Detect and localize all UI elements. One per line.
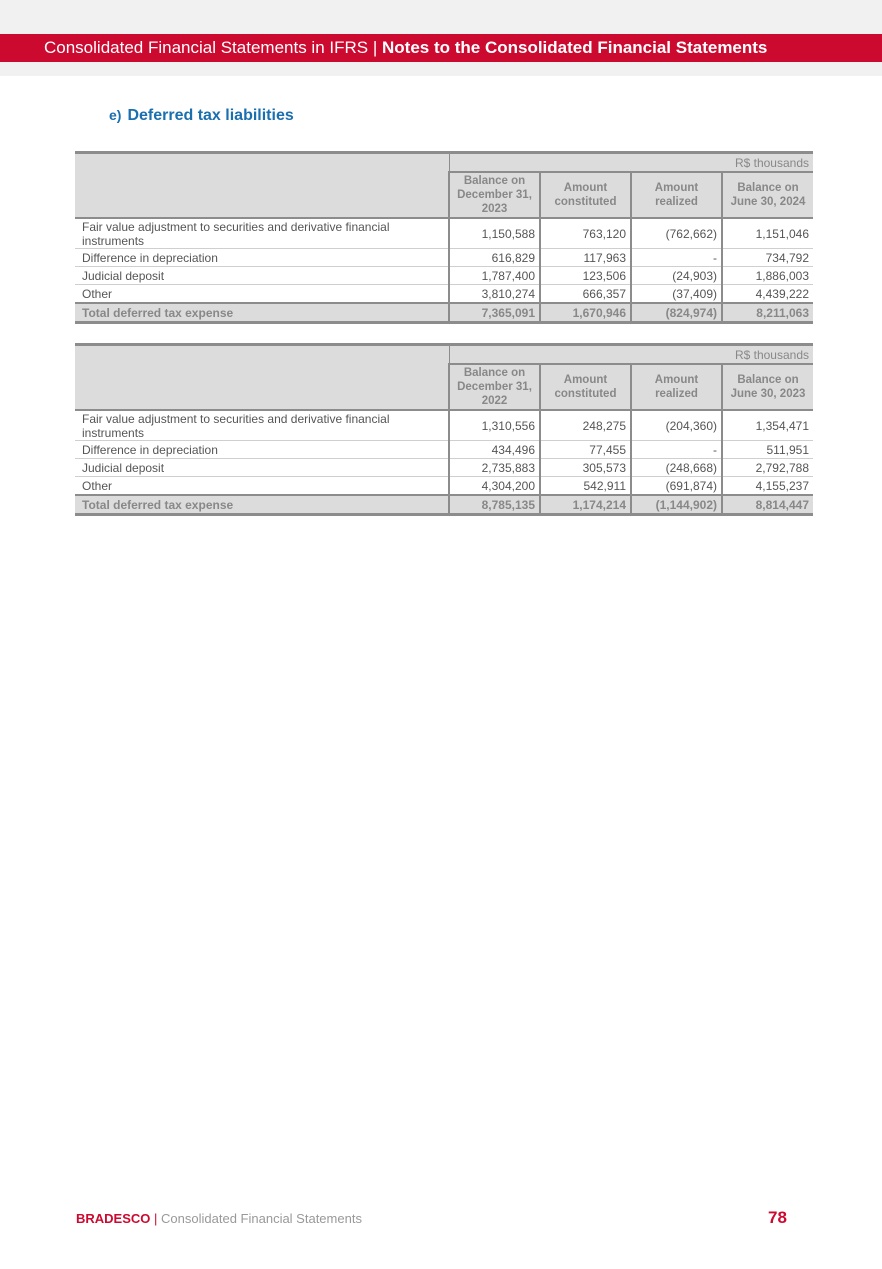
page-footer <box>76 1211 362 1226</box>
cell-value: 1,787,400 <box>449 267 540 285</box>
table-row <box>75 218 813 249</box>
row-label: Fair value adjustment to securities and derivative financial instruments <box>75 410 449 441</box>
brand-name: BRADESCO <box>76 1211 151 1226</box>
cell-value: 3,810,274 <box>449 285 540 304</box>
cell-value: (204,360) <box>631 410 722 441</box>
column-header: Balance on June 30, 2023 <box>722 364 813 410</box>
cell-value: 77,455 <box>540 441 631 459</box>
total-label: Total deferred tax expense <box>75 303 449 323</box>
cell-value: 616,829 <box>449 249 540 267</box>
sub-band <box>0 62 882 76</box>
cell-value: 763,120 <box>540 218 631 249</box>
header-separator: | <box>372 38 378 57</box>
cell-value: 734,792 <box>722 249 813 267</box>
page-header <box>0 34 882 62</box>
cell-value: 123,506 <box>540 267 631 285</box>
row-label: Other <box>75 285 449 304</box>
header-chapter-title: Notes to the Consolidated Financial Statements <box>382 38 768 57</box>
table-row <box>75 249 813 267</box>
cell-value: 2,792,788 <box>722 459 813 477</box>
cell-value: 2,735,883 <box>449 459 540 477</box>
cell-value: (691,874) <box>631 477 722 496</box>
table-row <box>75 459 813 477</box>
cell-value: 1,310,556 <box>449 410 540 441</box>
cell-value: (37,409) <box>631 285 722 304</box>
cell-value: 117,963 <box>540 249 631 267</box>
total-row <box>75 495 813 515</box>
cell-value: 4,304,200 <box>449 477 540 496</box>
cell-value: 511,951 <box>722 441 813 459</box>
row-label: Fair value adjustment to securities and derivative financial instruments <box>75 218 449 249</box>
column-header: Amount realized <box>631 172 722 218</box>
section-letter: e) <box>109 107 122 123</box>
total-value: 1,174,214 <box>540 495 631 515</box>
total-value: 7,365,091 <box>449 303 540 323</box>
column-header: Amount constituted <box>540 172 631 218</box>
table-row <box>75 267 813 285</box>
table-row <box>75 410 813 441</box>
column-header: Balance on December 31, 2023 <box>449 172 540 218</box>
cell-value: 542,911 <box>540 477 631 496</box>
column-header: Balance on December 31, 2022 <box>449 364 540 410</box>
unit-label: R$ thousands <box>449 345 813 365</box>
section-heading <box>109 107 294 125</box>
total-value: 8,814,447 <box>722 495 813 515</box>
page-number: 78 <box>768 1208 787 1227</box>
total-label: Total deferred tax expense <box>75 495 449 515</box>
total-value: 1,670,946 <box>540 303 631 323</box>
column-header: Amount realized <box>631 364 722 410</box>
header-section-title: Consolidated Financial Statements in IFRS <box>44 38 369 57</box>
cell-value: 305,573 <box>540 459 631 477</box>
cell-value: 1,886,003 <box>722 267 813 285</box>
cell-value: (248,668) <box>631 459 722 477</box>
deferred-tax-table-2023 <box>75 343 813 516</box>
table-corner <box>75 345 449 411</box>
table-row <box>75 285 813 304</box>
cell-value: 1,354,471 <box>722 410 813 441</box>
cell-value: 1,150,588 <box>449 218 540 249</box>
column-header: Amount constituted <box>540 364 631 410</box>
row-label: Other <box>75 477 449 496</box>
row-label: Judicial deposit <box>75 459 449 477</box>
table-row <box>75 441 813 459</box>
deferred-tax-table-2024 <box>75 151 813 324</box>
cell-value: (762,662) <box>631 218 722 249</box>
cell-value: (24,903) <box>631 267 722 285</box>
footer-separator: | <box>154 1211 158 1226</box>
total-row <box>75 303 813 323</box>
footer-title: Consolidated Financial Statements <box>161 1211 362 1226</box>
cell-value: 4,155,237 <box>722 477 813 496</box>
total-value: (1,144,902) <box>631 495 722 515</box>
cell-value: 1,151,046 <box>722 218 813 249</box>
unit-label: R$ thousands <box>449 153 813 173</box>
column-header: Balance on June 30, 2024 <box>722 172 813 218</box>
cell-value: 4,439,222 <box>722 285 813 304</box>
cell-value: 434,496 <box>449 441 540 459</box>
row-label: Judicial deposit <box>75 267 449 285</box>
row-label: Difference in depreciation <box>75 249 449 267</box>
cell-value: - <box>631 441 722 459</box>
row-label: Difference in depreciation <box>75 441 449 459</box>
cell-value: 666,357 <box>540 285 631 304</box>
top-band <box>0 0 882 34</box>
cell-value: - <box>631 249 722 267</box>
section-title: Deferred tax liabilities <box>127 107 294 124</box>
total-value: 8,785,135 <box>449 495 540 515</box>
total-value: 8,211,063 <box>722 303 813 323</box>
table-row <box>75 477 813 496</box>
table-corner <box>75 153 449 219</box>
total-value: (824,974) <box>631 303 722 323</box>
cell-value: 248,275 <box>540 410 631 441</box>
